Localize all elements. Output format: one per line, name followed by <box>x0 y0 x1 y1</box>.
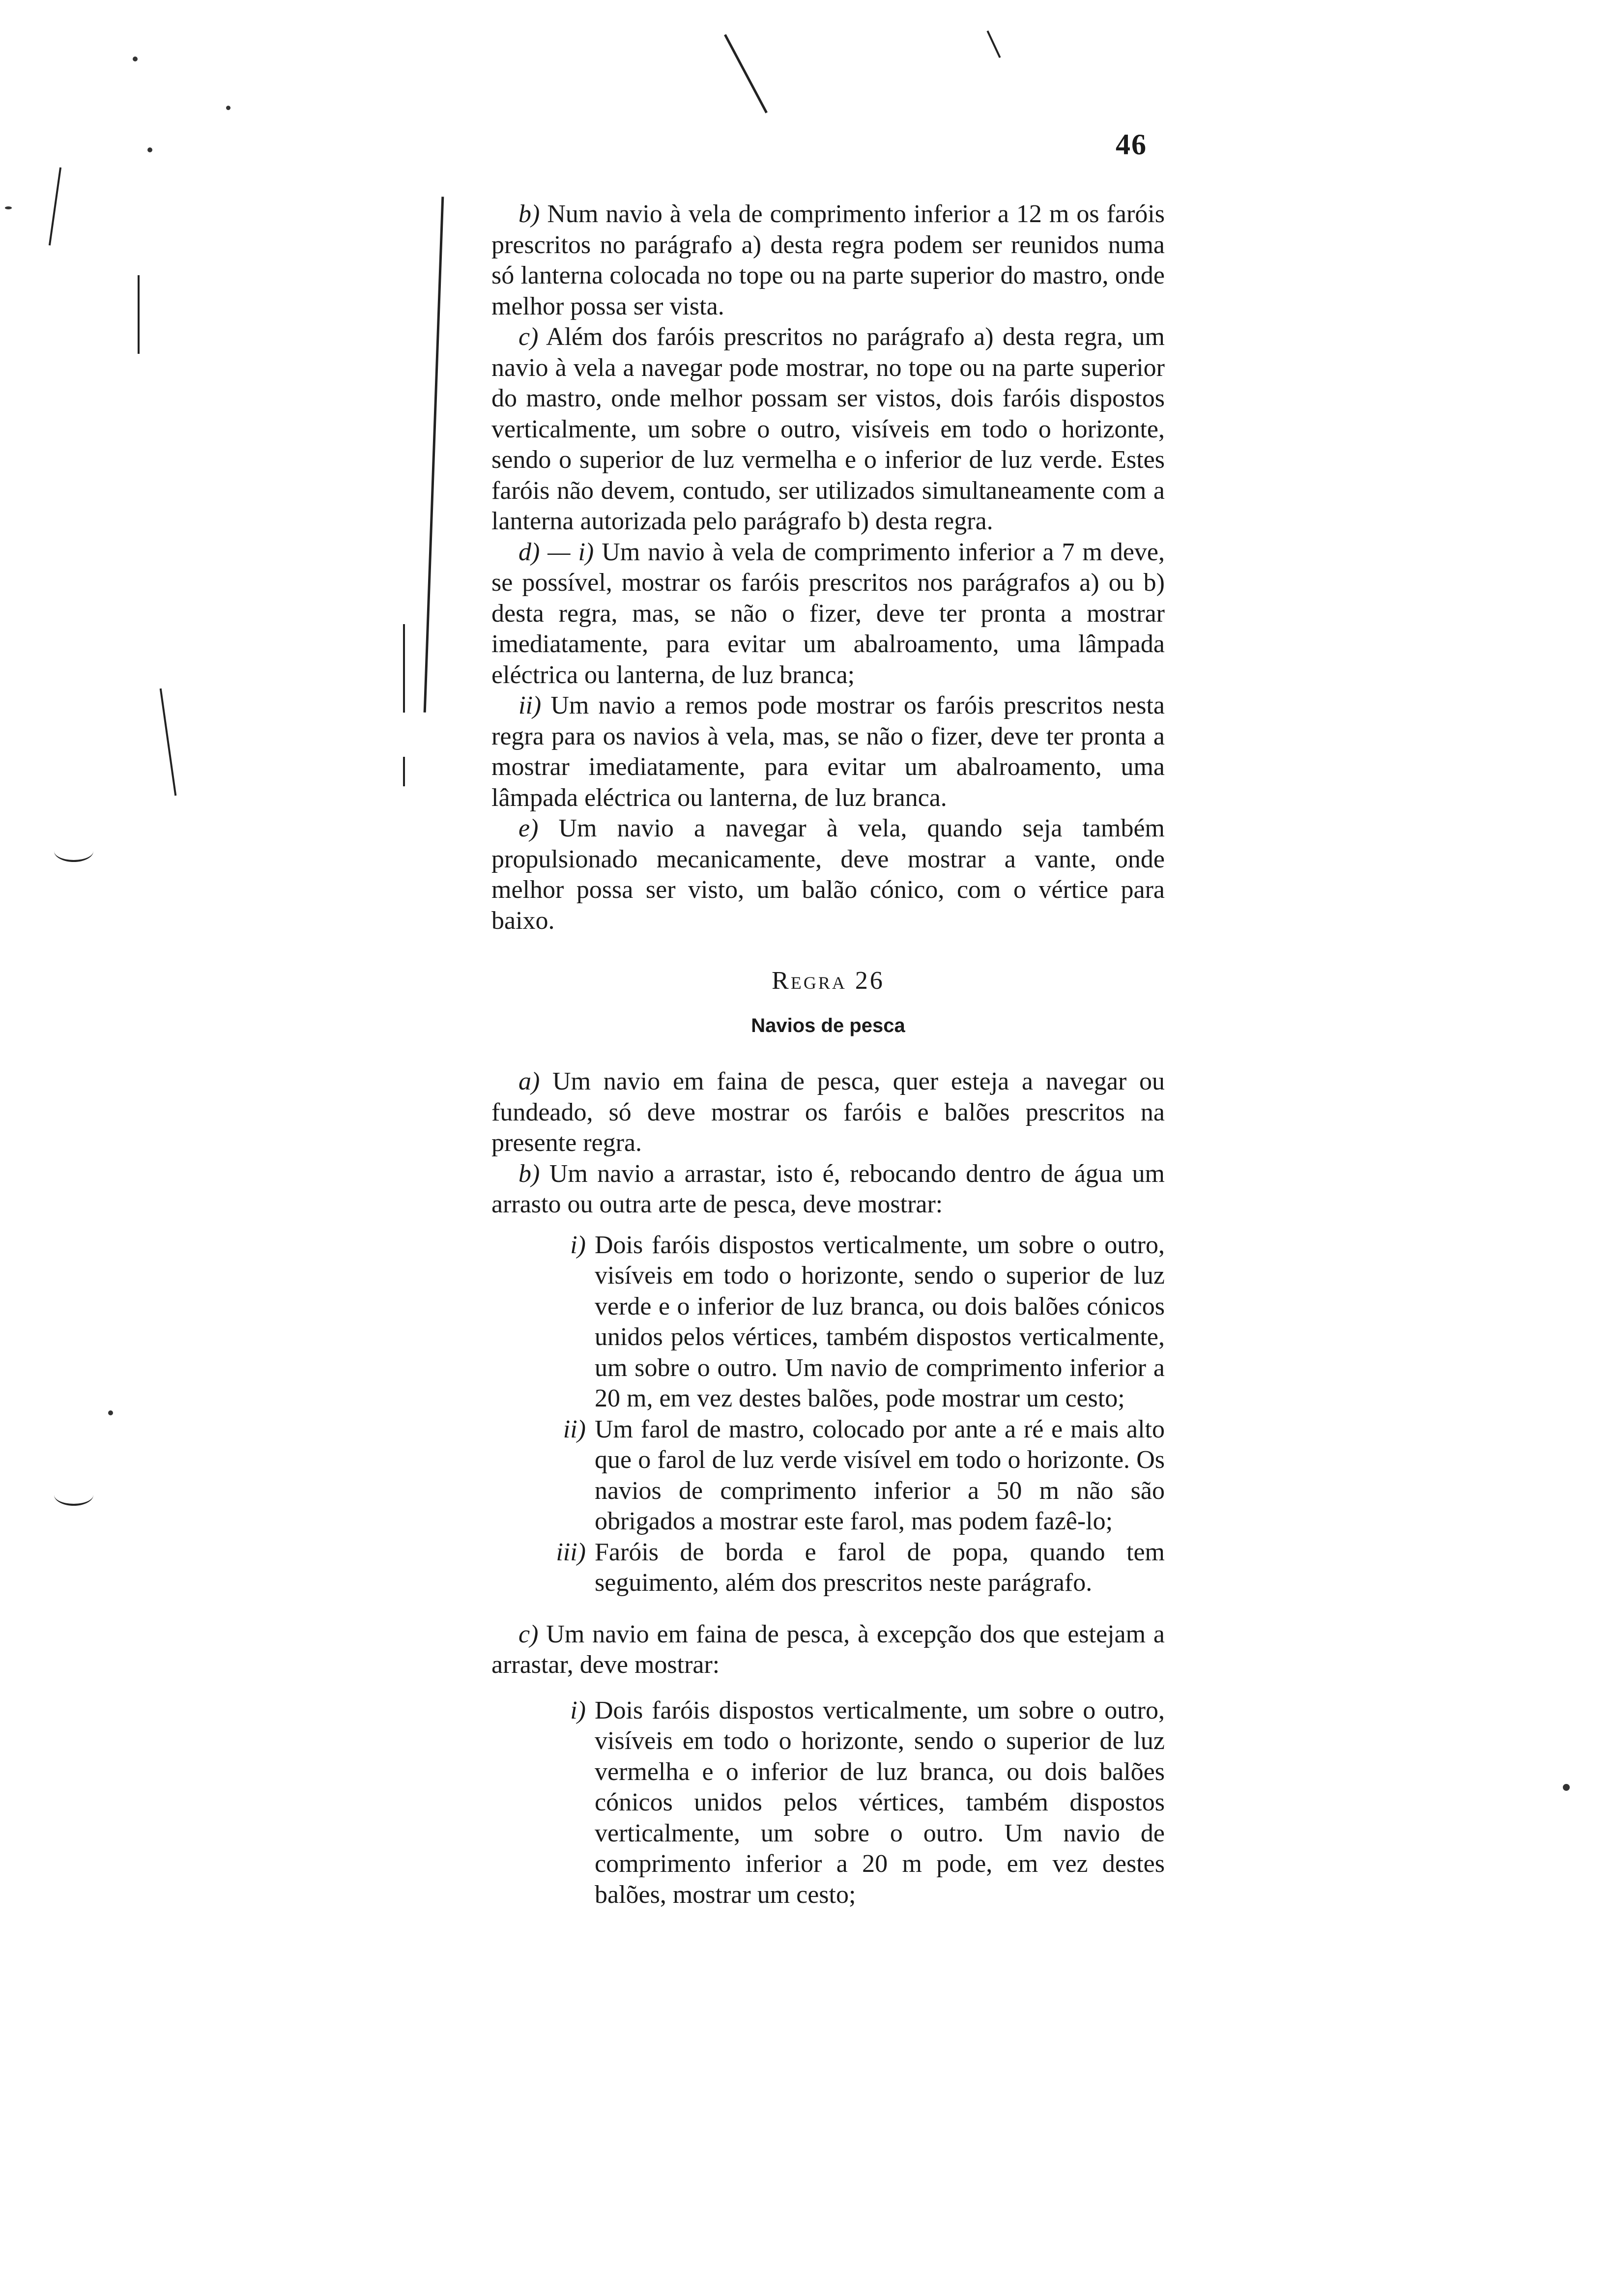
scan-mark <box>54 840 93 862</box>
scan-mark <box>108 1410 113 1415</box>
paragraph-text: Um navio a arrastar, isto é, rebocando dentro de água um arrasto ou outra arte de pesca, deve mostrar: <box>491 1159 1165 1218</box>
scan-mark <box>54 1484 93 1506</box>
scan-mark <box>1563 1784 1570 1791</box>
item-text: Faróis de borda e farol de popa, quando tem seguimento, além dos prescritos neste parágrafo. <box>595 1538 1165 1597</box>
list-item-b-iii <box>531 1537 1165 1599</box>
paragraph-text: Num navio à vela de comprimento inferior a 12 m os faróis prescritos no parágrafo a) desta regra podem ser reunidos numa só lanterna colocada no tope ou na parte superior do mastro, onde melhor possa ser vista. <box>491 200 1165 320</box>
paragraph-label: b) <box>518 200 540 228</box>
paragraph-c <box>491 322 1165 537</box>
scan-mark <box>403 757 405 786</box>
rule-paragraph-c <box>491 1619 1165 1681</box>
scan-mark <box>403 624 405 713</box>
paragraph-text: Um navio a remos pode mostrar os faróis prescritos nesta regra para os navios à vela, mas, se não o fizer, deve ter pronta a mostrar imediatamente, para evitar um abalroamento, uma lâmpada eléctrica ou lanterna, de luz branca. <box>491 691 1165 812</box>
paragraph-text: Um navio a navegar à vela, quando seja também propulsionado mecanicamente, deve mostrar a vante, onde melhor possa ser visto, um balão cónico, com o vértice para baixo. <box>491 814 1165 935</box>
paragraph-label: d) — i) <box>518 538 594 566</box>
paragraph-label: e) <box>518 814 539 842</box>
item-number: iii) <box>556 1538 586 1566</box>
scan-mark <box>133 57 138 61</box>
paragraph-label: b) <box>518 1159 540 1188</box>
scan-mark <box>987 30 1001 58</box>
rule-heading: Regra 26 <box>772 967 885 995</box>
paragraph-text: Um navio em faina de pesca, à excepção dos que estejam a arrastar, deve mostrar: <box>491 1620 1165 1679</box>
paragraph-d-i <box>491 537 1165 691</box>
scan-mark <box>724 34 768 113</box>
item-text: Dois faróis dispostos verticalmente, um sobre o outro, visíveis em todo o horizonte, sendo o superior de luz vermelha e o inferior de luz branca, ou dois balões cónicos unidos pelos vértices, também dispostos verticalmente, um sobre o outro. Um navio de comprimento inferior a 20 m pode, em vez destes balões, mostrar um cesto; <box>595 1696 1165 1909</box>
paragraph-e <box>491 813 1165 936</box>
rule-paragraph-b <box>491 1159 1165 1220</box>
list-item-b-ii <box>531 1414 1165 1537</box>
scan-mark <box>226 106 230 110</box>
paragraph-label: c) <box>518 323 539 351</box>
paragraph-text: Um navio em faina de pesca, quer esteja a navegar ou fundeado, só deve mostrar os faróis e balões prescritos na presente regra. <box>491 1067 1165 1157</box>
item-number: i) <box>570 1231 586 1259</box>
scan-mark <box>138 275 140 354</box>
paragraph-label: a) <box>518 1067 540 1095</box>
text-column <box>491 199 1165 1910</box>
rule-paragraph-a <box>491 1066 1165 1159</box>
paragraph-label: c) <box>518 1620 539 1648</box>
item-text: Dois faróis dispostos verticalmente, um sobre o outro, visíveis em todo o horizonte, sendo o superior de luz verde e o inferior de luz branca, ou dois balões cónicos unidos pelos vértices, também dispostos verticalmente, um sobre o outro. Um navio de comprimento inferior a 20 m, em vez destes balões, pode mostrar um cesto; <box>595 1231 1165 1412</box>
page-number: 46 <box>1116 128 1147 161</box>
item-number: i) <box>570 1696 586 1724</box>
scan-mark <box>147 147 152 152</box>
paragraph-label: ii) <box>518 691 542 719</box>
scan-mark <box>160 689 177 796</box>
rule-subtitle: Navios de pesca <box>751 1014 905 1036</box>
item-number: ii) <box>563 1415 586 1443</box>
list-item-c-i <box>531 1695 1165 1911</box>
scan-mark <box>5 206 12 209</box>
scan-mark <box>424 197 444 713</box>
paragraph-d-ii <box>491 690 1165 813</box>
item-text: Um farol de mastro, colocado por ante a ré e mais alto que o farol de luz verde visível em todo o horizonte. Os navios de comprimento inferior a 50 m não são obrigados a mostrar este farol, mas podem fazê-lo; <box>595 1415 1165 1535</box>
paragraph-text: Além dos faróis prescritos no parágrafo a) desta regra, um navio à vela a navegar pode mostrar, no tope ou na parte superior do mastro, onde melhor possam ser vistos, dois faróis dispostos verticalmente, um sobre o outro, visíveis em todo o horizonte, sendo o superior de luz vermelha e o inferior de luz verde. Estes faróis não devem, contudo, ser utilizados simultaneamente com a lanterna autorizada pelo parágrafo b) desta regra. <box>491 323 1165 535</box>
paragraph-text: Um navio à vela de comprimento inferior a 7 m deve, se possível, mostrar os faróis prescritos nos parágrafos a) ou b) desta regra, mas, se não o fizer, deve ter pronta a mostrar imediatamente, para evitar um abalroamento, uma lâmpada eléctrica ou lanterna, de luz branca; <box>491 538 1165 689</box>
scan-mark <box>49 168 61 246</box>
paragraph-b <box>491 199 1165 322</box>
list-item-b-i <box>531 1230 1165 1414</box>
